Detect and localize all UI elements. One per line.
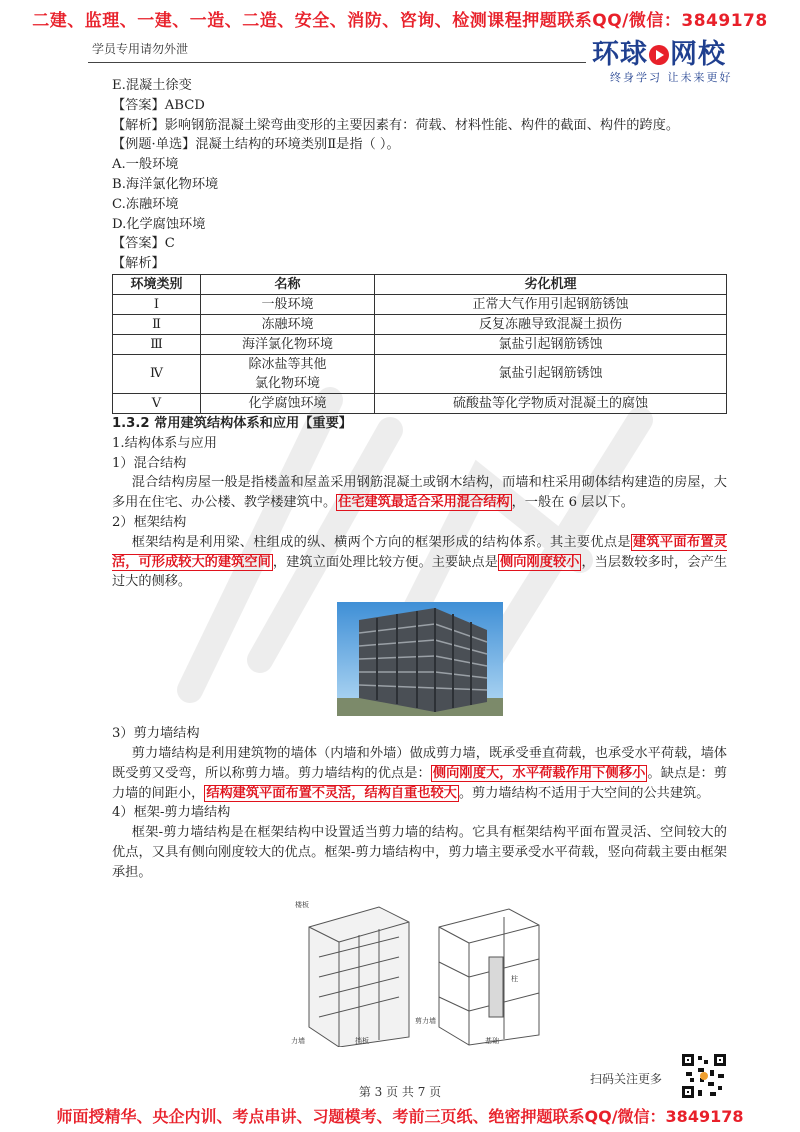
table-cell: Ⅳ xyxy=(113,354,201,393)
option-a: A.一般环境 xyxy=(112,157,179,173)
subsection-title: 1.结构体系与应用 xyxy=(112,435,217,451)
frame-structure-title: 2）框架结构 xyxy=(112,514,187,530)
structure-diagram xyxy=(289,897,551,1047)
table-row xyxy=(113,354,727,393)
table-header-row xyxy=(113,274,727,294)
answer-1: 【答案】ABCD xyxy=(112,97,205,113)
table-cell: 反复冻融导致混凝土损伤 xyxy=(375,314,727,334)
page-number: 第 3 页 共 7 页 xyxy=(358,1085,442,1099)
table-row xyxy=(113,334,727,354)
section-title: 1.3.2 常用建筑结构体系和应用【重要】 xyxy=(112,415,352,431)
frame-shear-title: 4）框架-剪力墙结构 xyxy=(112,805,231,821)
table-cell: Ⅲ xyxy=(113,334,201,354)
diagram-label: 挡板 xyxy=(354,1036,369,1045)
option-e: E.混凝土徐变 xyxy=(112,78,192,93)
header-text: 学员专用请勿外泄 xyxy=(92,42,189,56)
frame-building-photo xyxy=(337,602,503,716)
bottom-banner: 师面授精华、央企内训、考点串讲、习题模考、考前三页纸、绝密押题联系QQ/微信：3849178 xyxy=(56,1107,744,1126)
table-cell: 正常大气作用引起钢筋锈蚀 xyxy=(375,294,727,314)
answer-2: 【答案】C xyxy=(112,236,175,252)
top-banner: 二建、监理、一建、一造、二造、安全、消防、咨询、检测课程押题联系QQ/微信：3849178 xyxy=(32,11,768,31)
table-row xyxy=(113,294,727,314)
play-icon xyxy=(649,45,669,65)
frame-structure-text: 框架结构是利用梁、柱组成的纵、横两个方向的框架形成的结构体系。其主要优点是 建筑平面布置灵活，可形成较大的建筑空间 ，建筑立面处理比较方便。主要缺点是 侧向刚度较小 ，当层数较多时，会产生过大的侧移。 xyxy=(112,534,728,590)
table-cell-line: 除冰盐等其他 xyxy=(248,356,327,372)
document-body xyxy=(112,76,727,1047)
table-cell: 硫酸盐等化学物质对混凝土的腐蚀 xyxy=(375,393,727,413)
table-header: 环境类别 xyxy=(113,274,201,294)
diagram-label: 力墙 xyxy=(290,1036,305,1045)
highlight: 侧向刚度大，水平荷载作用下侧移小 xyxy=(432,765,646,781)
highlight: 侧向刚度较小 xyxy=(499,554,580,570)
analysis-2: 【解析】 xyxy=(112,256,165,272)
header-divider xyxy=(88,62,586,63)
logo-slogan: 终身学习 让未来更好 xyxy=(610,71,733,84)
table-cell: 化学腐蚀环境 xyxy=(201,393,375,413)
environment-table xyxy=(112,274,727,414)
option-d: D.化学腐蚀环境 xyxy=(112,216,206,232)
table-header: 劣化机理 xyxy=(375,274,727,294)
table-cell: 氯盐引起钢筋锈蚀 xyxy=(375,354,727,393)
diagram-label: 楼板 xyxy=(294,900,309,909)
scan-text: 扫码关注更多 xyxy=(590,1072,663,1086)
highlight: 建筑平面布置灵活，可形成较大的建筑空间 xyxy=(112,534,728,570)
table-cell xyxy=(201,354,375,393)
logo-text-a: 环球 xyxy=(592,39,648,70)
table-cell: 一般环境 xyxy=(201,294,375,314)
logo xyxy=(592,32,752,84)
table-cell-line: 氯化物环境 xyxy=(254,375,320,391)
table-cell: Ⅴ xyxy=(113,393,201,413)
logo-text-b: 网校 xyxy=(670,39,726,70)
example-question: 【例题·单选】混凝土结构的环境类别Ⅱ是指（ ）。 xyxy=(112,137,400,153)
table-cell: 氯盐引起钢筋锈蚀 xyxy=(375,334,727,354)
highlight: 结构建筑平面布置不灵活，结构自重也较大 xyxy=(206,785,457,801)
shear-wall-text: 剪力墙结构是利用建筑物的墙体（内墙和外墙）做成剪力墙，既承受垂直荷载，也承受水平荷载，墙体既受剪又受弯，所以称剪力墙。剪力墙结构的优点是： 侧向刚度大，水平荷载作用下侧移小 。缺点是：剪力墙的间距小， 结构建筑平面布置不灵活，结构自重也较大 。剪力墙结构不适用于大空间的公共建筑。 xyxy=(112,745,728,801)
table-cell: Ⅰ xyxy=(113,294,201,314)
diagram-label: 剪力墙 xyxy=(414,1016,436,1025)
table-row xyxy=(113,314,727,334)
highlight: 住宅建筑最适合采用混合结构 xyxy=(338,495,510,511)
option-c: C.冻融环境 xyxy=(112,196,179,212)
diagram-label: 基础 xyxy=(484,1036,499,1045)
analysis-1: 【解析】影响钢筋混凝土梁弯曲变形的主要因素有：荷载、材料性能、构件的截面、构件的跨度。 xyxy=(112,117,680,133)
diagram-label: 柱 xyxy=(510,974,518,983)
table-header: 名称 xyxy=(201,274,375,294)
option-b: B.海洋氯化物环境 xyxy=(112,176,219,192)
frame-shear-text: 框架-剪力墙结构是在框架结构中设置适当剪力墙的结构。它具有框架结构平面布置灵活、空间较大的优点，又具有侧向刚度较大的优点。框架-剪力墙结构中，剪力墙主要承受水平荷载，竖向荷载主要由框架承担。 xyxy=(112,825,727,880)
table-row xyxy=(113,393,727,413)
table-cell: 海洋氯化物环境 xyxy=(201,334,375,354)
table-cell: Ⅱ xyxy=(113,314,201,334)
table-cell: 冻融环境 xyxy=(201,314,375,334)
mixed-structure-title: 1）混合结构 xyxy=(112,455,187,471)
shear-wall-title: 3）剪力墙结构 xyxy=(112,726,200,742)
mixed-structure-text: 混合结构房屋一般是指楼盖和屋盖采用钢筋混凝土或钢木结构，而墙和柱采用砌体结构建造的房屋，大多用在住宅、办公楼、教学楼建筑中。 住宅建筑最适合采用混合结构 ，一般在 6 层以下。 xyxy=(112,475,727,511)
